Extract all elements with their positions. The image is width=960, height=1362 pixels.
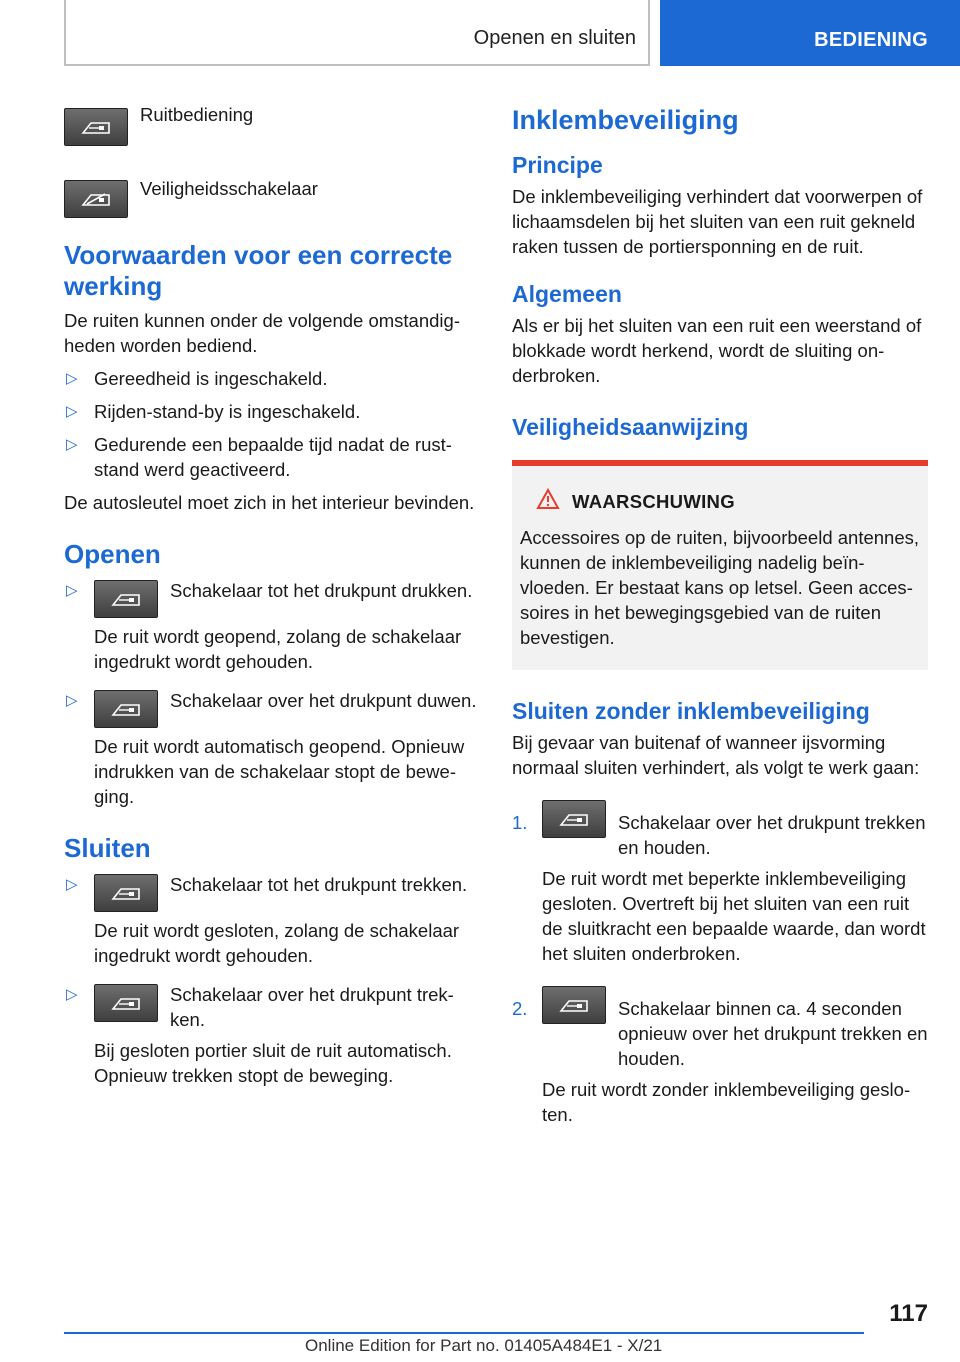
safety-heading: Veiligheidsaanwijzing (512, 414, 749, 440)
page-header (64, 0, 960, 66)
window-switch-icon (94, 580, 158, 618)
step-action: Schakelaar binnen ca. 4 seconden opnieuw over het drukpunt trekken en houden. (618, 998, 928, 1069)
list-item (64, 982, 480, 1088)
open-heading: Openen (64, 539, 161, 569)
chapter-tab: BEDIENING (660, 0, 960, 66)
step-action: Schakelaar tot het drukpunt drukken. (170, 580, 473, 601)
numbered-step (512, 984, 928, 1127)
step-action: Schakelaar over het drukpunt duwen. (170, 690, 477, 711)
left-column (64, 96, 480, 1088)
key-label: Ruitbediening (140, 104, 254, 125)
step-number: 2. (512, 998, 528, 1019)
step-result: De ruit wordt gesloten, zolang de schakelaar ingedrukt wordt gehouden. (94, 920, 460, 966)
window-switch-icon (542, 800, 606, 838)
edition-text: Online Edition for Part no. 01405A484E1 - X/21 (305, 1336, 663, 1355)
triangle-bullet-icon: ▷ (66, 582, 78, 599)
safety-switch-icon (64, 180, 128, 218)
step-result: De ruit wordt met beperkte inklembeveiliging gesloten. Overtreft bij het sluiten van een ruit de sluitkracht een bepaalde waarde, dan wordt het sluiten onderbroken. (542, 868, 926, 964)
general-heading: Algemeen (512, 281, 622, 307)
principle-heading: Principe (512, 152, 603, 178)
triangle-bullet-icon: ▷ (66, 876, 78, 893)
step-result: Bij gesloten portier sluit de ruit automatisch. Opnieuw trekken stopt de beweging. (94, 1040, 452, 1086)
right-column (512, 96, 928, 1127)
window-switch-icon (64, 108, 128, 146)
triangle-bullet-icon: ▷ (66, 436, 78, 453)
triangle-bullet-icon: ▷ (66, 692, 78, 709)
step-action: Schakelaar tot het drukpunt trekken. (170, 874, 468, 895)
step-result: De ruit wordt zonder inklembeveiliging gesloten. (542, 1079, 911, 1125)
page-number: 117 (889, 1300, 928, 1327)
warning-box (512, 460, 928, 670)
page-footer (64, 1300, 928, 1334)
key-row (64, 168, 480, 218)
prereq-note: De autosleutel moet zich in het interieur bevinden. (64, 492, 475, 513)
window-switch-icon (542, 986, 606, 1024)
window-switch-icon (94, 984, 158, 1022)
close-heading: Sluiten (64, 833, 151, 863)
triangle-bullet-icon: ▷ (66, 403, 78, 420)
noguard-intro: Bij gevaar van buitenaf of wanneer ijsvorming normaal sluiten verhindert, als volgt te werk gaan: (512, 732, 920, 778)
window-switch-icon (94, 690, 158, 728)
footer-divider (64, 1332, 864, 1334)
list-item: ▷ Gedurende een bepaalde tijd nadat de ruststand werd geactiveerd. (66, 434, 452, 480)
list-item (64, 578, 480, 674)
section-title: Openen en sluiten (64, 0, 650, 66)
step-action: Schakelaar over het drukpunt trekken en houden. (618, 812, 926, 858)
general-text: Als er bij het sluiten van een ruit een weerstand of blokkade wordt herkend, wordt de sluiting onderbroken. (512, 315, 922, 386)
key-label: Veiligheidsschakelaar (140, 178, 318, 199)
window-switch-icon (94, 874, 158, 912)
step-number: 1. (512, 812, 528, 833)
prereq-intro: De ruiten kunnen onder de volgende omstandigheden worden bediend. (64, 310, 460, 356)
warning-title: WAARSCHUWING (572, 490, 735, 512)
page-title: Inklembeveiliging (512, 105, 739, 135)
triangle-bullet-icon: ▷ (66, 370, 78, 387)
list-item: ▷ Gereedheid is ingeschakeld. (66, 368, 328, 389)
triangle-bullet-icon: ▷ (66, 986, 78, 1003)
warning-triangle-icon (536, 488, 572, 515)
key-row (64, 94, 480, 146)
noguard-heading: Sluiten zonder inklembeveiliging (512, 698, 870, 724)
list-item: ▷ Rijden-stand-by is ingeschakeld. (66, 401, 361, 422)
numbered-step (512, 798, 928, 966)
prereq-heading: Voorwaarden voor een correcte werking (64, 240, 453, 301)
list-item (64, 872, 480, 968)
edition-note (305, 1336, 662, 1356)
principle-text: De inklembeveiliging verhindert dat voorwerpen of lichaamsdelen bij het sluiten van een ruit gekneld raken tussen de portiersponning en de ruit. (512, 186, 923, 257)
list-item (64, 688, 480, 809)
step-result: De ruit wordt automatisch geopend. Opnieuw indrukken van de schakelaar stopt de beweging. (94, 736, 465, 807)
step-action: Schakelaar over het drukpunt trekken. (170, 984, 454, 1030)
step-result: De ruit wordt geopend, zolang de schakelaar ingedrukt wordt gehouden. (94, 626, 462, 672)
warning-text: Accessoires op de ruiten, bijvoorbeeld antennes, kunnen de inklembeveiliging nadelig beïnvloeden. Er bestaat kans op letsel. Geen accessoires in het bewegingsgebied van de ruiten bevestigen. (520, 527, 920, 648)
